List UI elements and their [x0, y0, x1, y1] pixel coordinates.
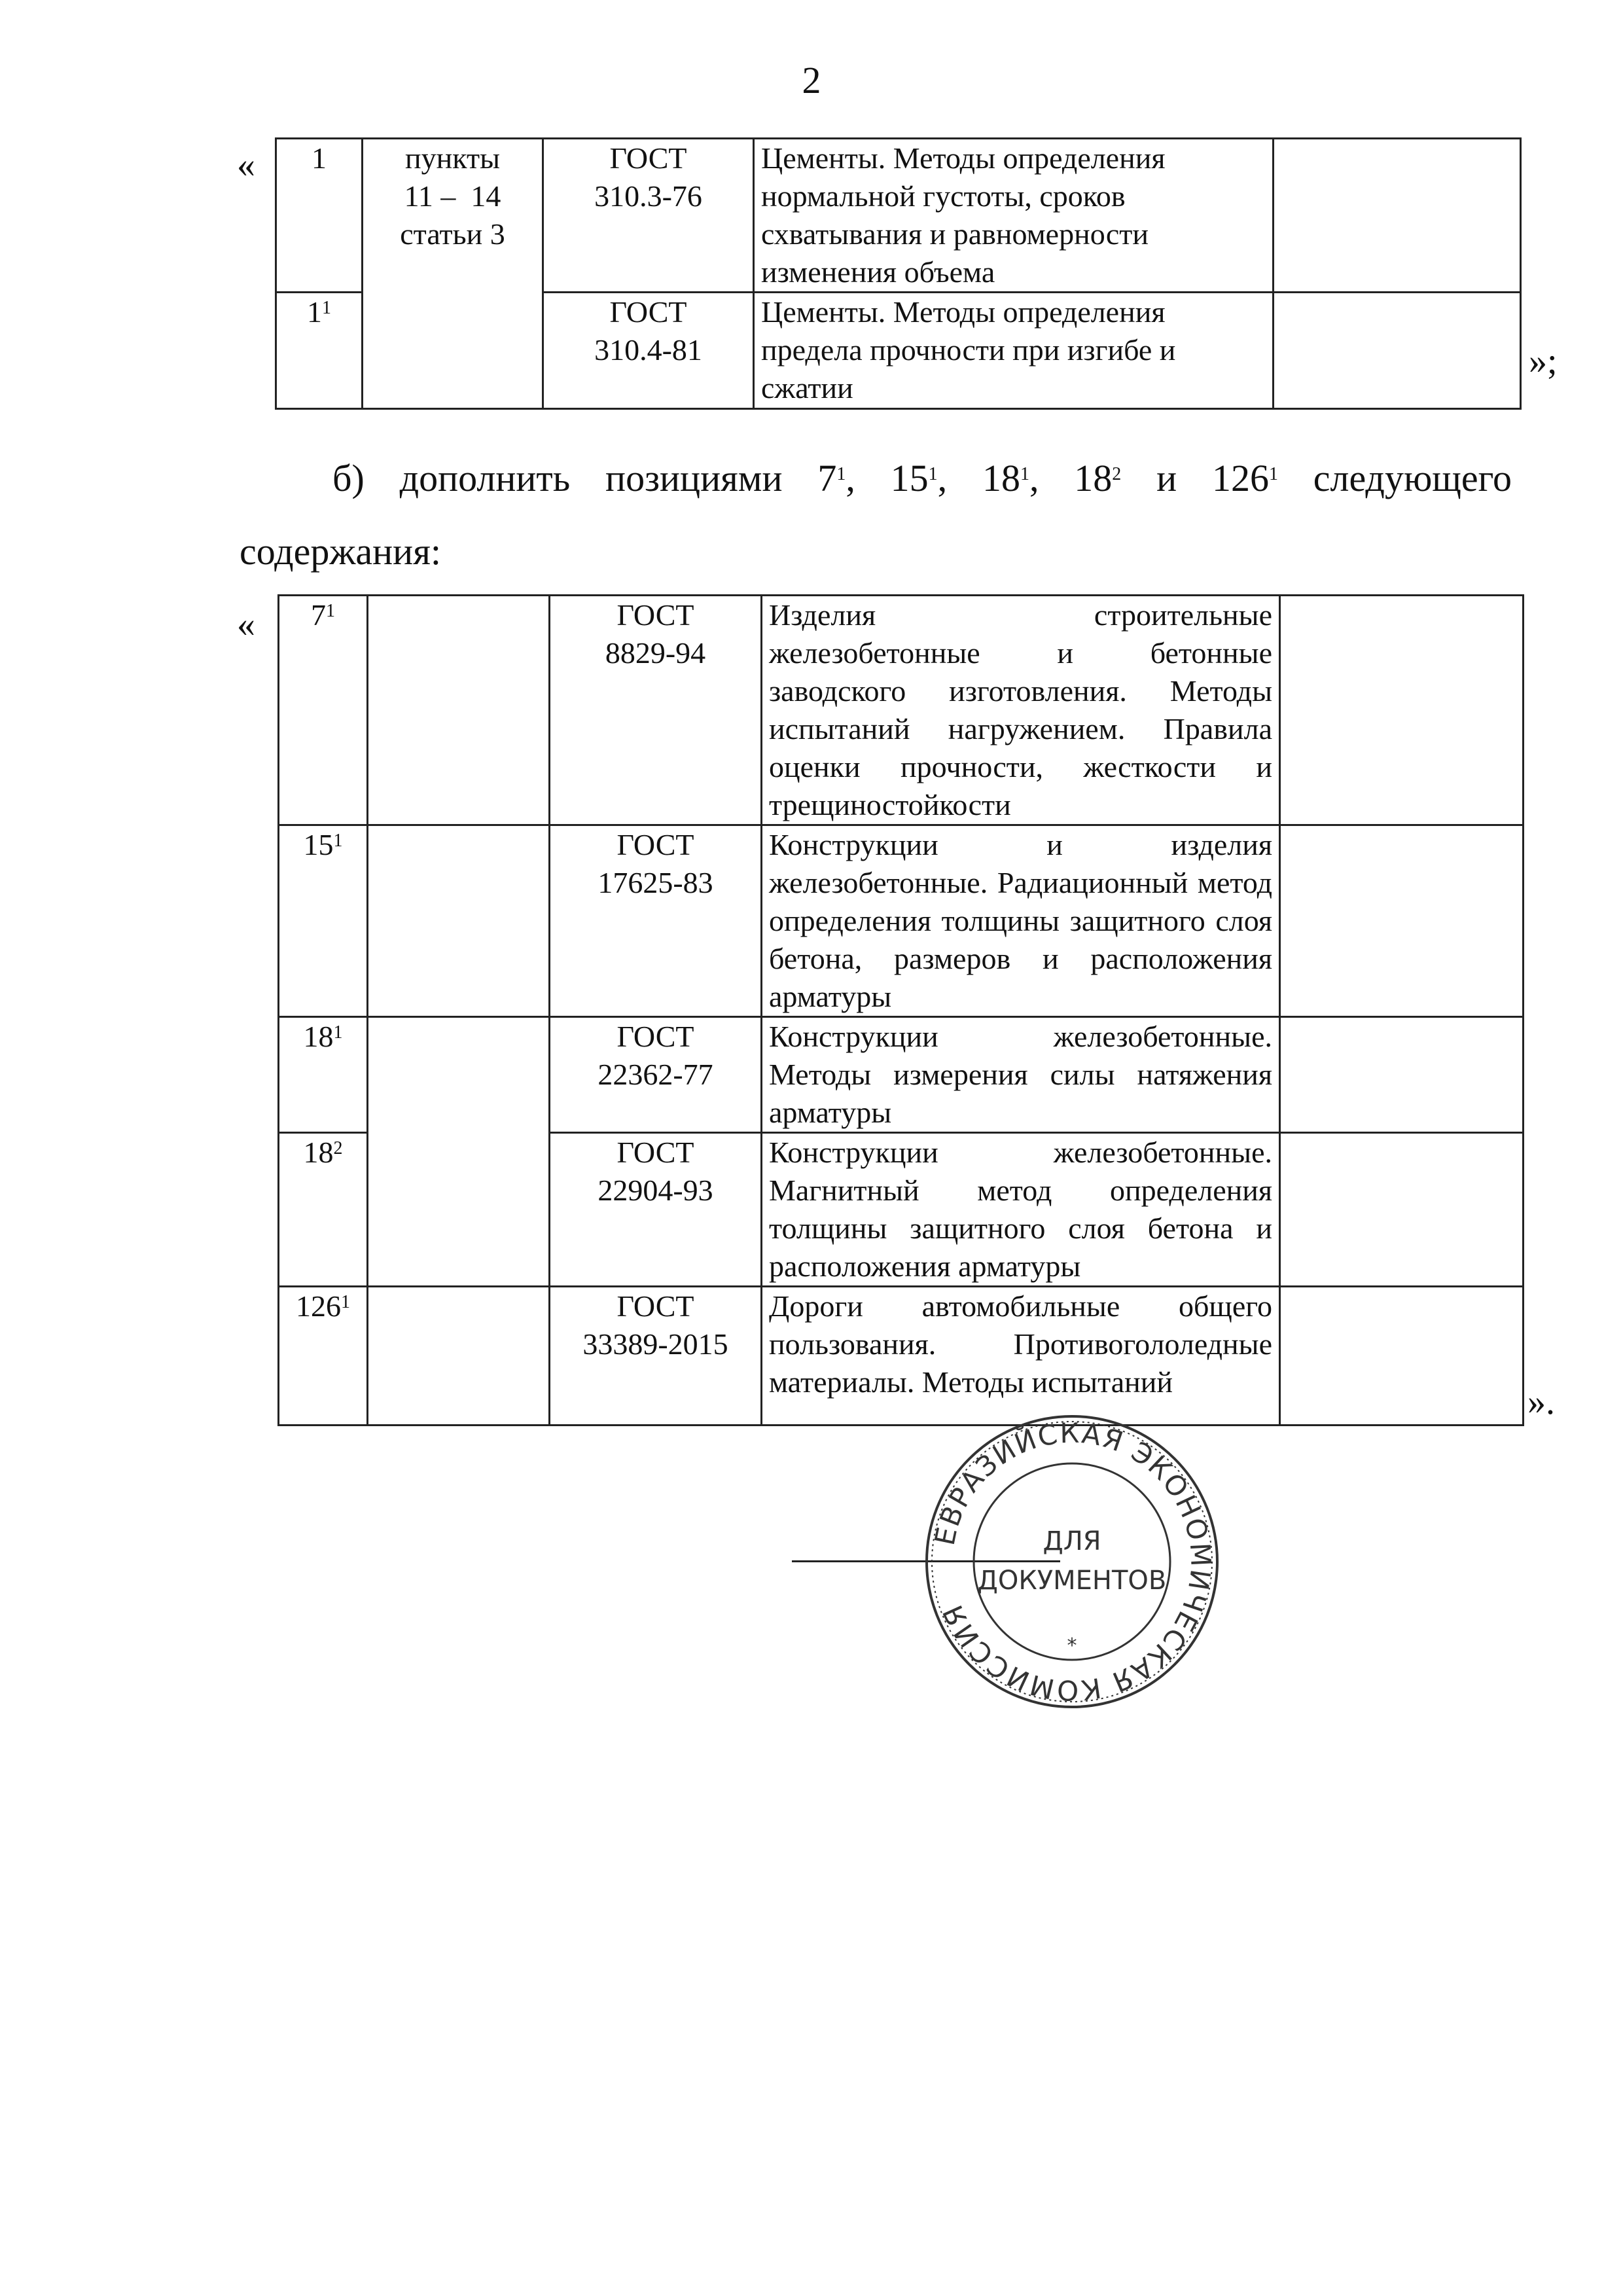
- position-ref: $7^1$,: [817, 457, 855, 499]
- standard-title: Изделия строительные железобетонные и бетонные заводского изготовления. Методы испытаний нагружением. Правила оценки прочности, жесткости и трещиностойкости: [762, 596, 1280, 825]
- page-number: 2: [802, 59, 821, 101]
- position-number: $7^1$: [279, 596, 368, 825]
- article-reference: [368, 825, 550, 1017]
- position-ref: $126^1$: [1211, 457, 1278, 499]
- position-number: $18^1$: [279, 1017, 368, 1133]
- organization-stamp: [921, 1411, 1222, 1712]
- article-reference: [368, 1017, 550, 1287]
- notes-cell: [1274, 139, 1521, 293]
- position-number: $18^2$: [279, 1133, 368, 1287]
- notes-cell: [1280, 1017, 1524, 1133]
- standard-title: Конструкции железобетонные. Магнитный метод определения толщины защитного слоя бетона и расположения арматуры: [762, 1133, 1280, 1287]
- table-row: [279, 1287, 1524, 1426]
- table-row: [279, 1017, 1524, 1133]
- stamp-inner-ring: [974, 1463, 1170, 1660]
- notes-cell: [1280, 1133, 1524, 1287]
- gost-code: ГОСТ 17625-83: [550, 825, 762, 1017]
- gost-code: ГОСТ 8829-94: [550, 596, 762, 825]
- standards-table-2: [277, 594, 1524, 1426]
- gost-code: ГОСТ 310.3-76: [543, 139, 754, 293]
- notes-cell: [1280, 596, 1524, 825]
- standard-title: Цементы. Методы определения нормальной густоты, сроков схватывания и равномерности изменения объема: [754, 139, 1274, 293]
- position-ref: $18^2$: [1074, 457, 1122, 499]
- position-number: 1: [276, 139, 363, 293]
- article-reference: пункты 11 – 14 статьи 3: [363, 139, 543, 409]
- open-quote: «: [237, 604, 255, 645]
- amendment-paragraph: б) дополнить позициями $7^1$, $15^1$, $18^1$, $18^2$ и $126^1$ следующего: [332, 457, 1512, 499]
- position-number: $1^1$: [276, 293, 363, 409]
- article-reference: [368, 596, 550, 825]
- stamp-seal-icon: [921, 1411, 1222, 1712]
- table-row: [279, 825, 1524, 1017]
- close-quote: ».: [1527, 1382, 1555, 1422]
- open-quote: «: [237, 145, 255, 185]
- position-ref: $18^1$,: [982, 457, 1039, 499]
- position-number: $126^1$: [279, 1287, 368, 1426]
- notes-cell: [1280, 825, 1524, 1017]
- standards-table-1: [275, 137, 1522, 410]
- article-reference: [368, 1287, 550, 1426]
- stamp-outer-text: ЕВРАЗИЙСКАЯ ЭКОНОМИЧЕСКАЯ КОМИССИЯ: [928, 1416, 1217, 1707]
- table-row: [276, 139, 1521, 293]
- standard-title: Цементы. Методы определения предела прочности при изгибе и сжатии: [754, 293, 1274, 409]
- gost-code: ГОСТ 310.4-81: [543, 293, 754, 409]
- position-ref: $15^1$,: [890, 457, 948, 499]
- close-quote: »;: [1529, 341, 1558, 382]
- standard-title: Конструкции железобетонные. Методы измерения силы натяжения арматуры: [762, 1017, 1280, 1133]
- standard-title: Дороги автомобильные общего пользования. Противогололедные материалы. Методы испытаний: [762, 1287, 1280, 1426]
- stamp-line-2: ДОКУМЕНТОВ: [977, 1566, 1167, 1596]
- table-row: [279, 596, 1524, 825]
- notes-cell: [1274, 293, 1521, 409]
- gost-code: ГОСТ 22362-77: [550, 1017, 762, 1133]
- position-number: $15^1$: [279, 825, 368, 1017]
- stamp-line-1: ДЛЯ: [1043, 1526, 1101, 1556]
- gost-code: ГОСТ 22904-93: [550, 1133, 762, 1287]
- stamp-star: *: [1067, 1634, 1077, 1657]
- standard-title: Конструкции и изделия железобетонные. Радиационный метод определения толщины защитного слоя бетона, размеров и расположения арматуры: [762, 825, 1280, 1017]
- notes-cell: [1280, 1287, 1524, 1426]
- paragraph-continuation: содержания:: [240, 530, 442, 573]
- gost-code: ГОСТ 33389-2015: [550, 1287, 762, 1426]
